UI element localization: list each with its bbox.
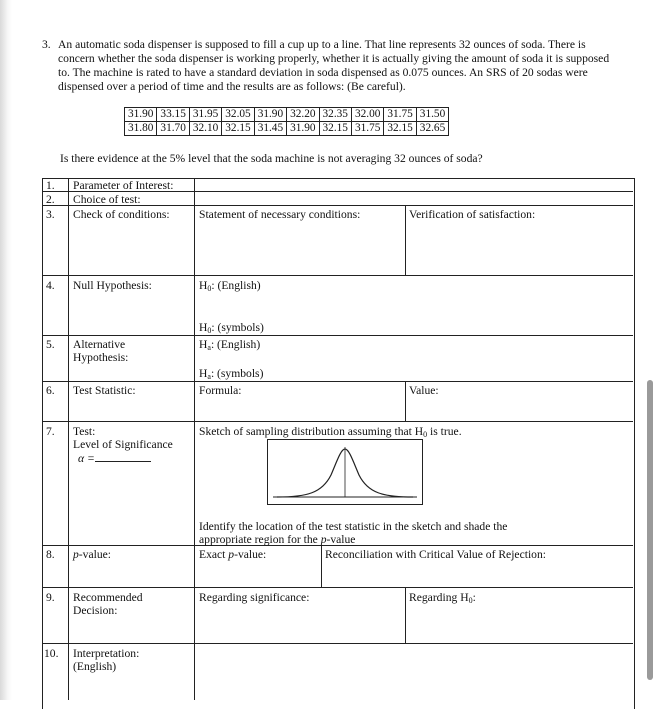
table-row [125,122,449,136]
column-divider [194,178,195,700]
data-cell: 32.65 [416,122,448,136]
identify-instruction-line2: appropriate region for the p-value [199,533,356,546]
step-number: 9. [46,591,55,604]
data-cell: 31.70 [157,122,189,136]
normal-curve-sketch [267,439,423,505]
sketch-instruction: Sketch of sampling distribution assuming that $H_0$ is true. [199,425,462,439]
data-cell: 33.15 [157,108,189,122]
question-text: An automatic soda dispenser is supposed to fill a cup up to a line. That line represents 32 ounces of soda. There is concern whether the soda dispenser is working properly, whether it is actually giving the amount of soda it is supposed to. The machine is rated to have a standard deviation in soda dispensed as 0.075 ounces. An SRS of 20 sodas were dispensed over a period of time and the results are as follows: (Be careful). [58,38,610,93]
step-label-decision: Decision: [73,604,118,617]
data-cell: 32.15 [319,122,351,136]
row-divider [42,275,633,276]
step-label-choice-of-test: Choice of test: [73,193,141,206]
step-number: 7. [46,425,55,438]
data-cell: 31.90 [287,122,319,136]
exact-p-value-label: Exact p-value: [199,548,267,561]
step-label-parameter: Parameter of Interest: [73,179,174,192]
step-number: 4. [46,279,55,292]
srs-data-table [124,107,449,136]
data-cell: 31.50 [416,108,448,122]
step-number: 1. [46,179,55,192]
step-label-interpretation: Interpretation: [73,647,140,660]
conditions-verification-label: Verification of satisfaction: [409,208,536,221]
row-divider [42,587,633,588]
column-divider [68,178,69,700]
regarding-significance-label: Regarding significance: [199,591,310,604]
identify-instruction-line1: Identify the location of the test statistic in the sketch and shade the [199,520,508,533]
data-cell: 32.10 [189,122,221,136]
table-row [125,108,449,122]
scrollbar[interactable] [647,380,653,680]
row-divider [42,335,633,336]
column-divider [405,205,406,275]
step-label-hypothesis: Hypothesis: [73,351,129,364]
data-cell: 31.90 [254,108,286,122]
data-cell: 32.35 [319,108,351,122]
column-divider [405,587,406,643]
reconciliation-label: Reconciliation with Critical Value of Rejection: [325,548,546,561]
page-shadow [0,0,12,700]
step-label-test-statistic: Test Statistic: [73,384,136,397]
step-label-p-value: p-value: [73,548,111,561]
null-symbols-label: $H_0$: (symbols) [199,321,264,335]
data-cell: 32.20 [287,108,319,122]
step-label-alternative: Alternative [73,338,126,351]
data-cell: 31.45 [254,122,286,136]
row-divider [42,381,633,382]
step-label-recommended: Recommended [73,591,143,604]
step-label-english: (English) [73,660,117,673]
data-cell: 32.00 [351,108,383,122]
data-cell: 31.75 [384,108,416,122]
data-cell: 32.05 [222,108,254,122]
data-cell: 32.15 [222,122,254,136]
question-block [42,38,617,94]
step-number: 6. [46,384,55,397]
row-divider [42,421,633,422]
data-cell: 32.15 [384,122,416,136]
row-divider [42,643,633,644]
data-cell: 31.90 [125,108,157,122]
alpha-blank[interactable] [95,452,151,462]
alpha-entry[interactable]: α = [78,452,151,465]
column-divider [405,381,406,421]
step-number: 3. [46,208,55,221]
step-label-null-hypothesis: Null Hypothesis: [73,279,152,292]
step-number: 5. [46,338,55,351]
step-label-level-of-significance: Level of Significance [73,438,173,451]
alt-symbols-label: $H_a$: (symbols) [199,367,264,381]
step-number: 10. [44,647,59,660]
alt-english-label: $H_a$: (English) [199,338,261,352]
value-label: Value: [409,384,439,397]
step-label-conditions: Check of conditions: [73,208,170,221]
data-cell: 31.95 [189,108,221,122]
step-number: 2. [46,193,55,206]
column-divider [321,545,322,587]
regarding-h0-label: Regarding $H_0$: [409,591,476,605]
formula-label: Formula: [199,384,242,397]
data-cell: 31.75 [351,122,383,136]
step-number: 8. [46,548,55,561]
data-cell: 31.80 [125,122,157,136]
question-prompt: Is there evidence at the 5% level that the soda machine is not averaging 32 ounces of soda? [60,152,483,165]
question-number: 3. [42,38,51,51]
conditions-statement-label: Statement of necessary conditions: [199,208,361,221]
step-label-test: Test: [73,425,96,438]
null-english-label: $H_0$: (English) [199,279,261,293]
